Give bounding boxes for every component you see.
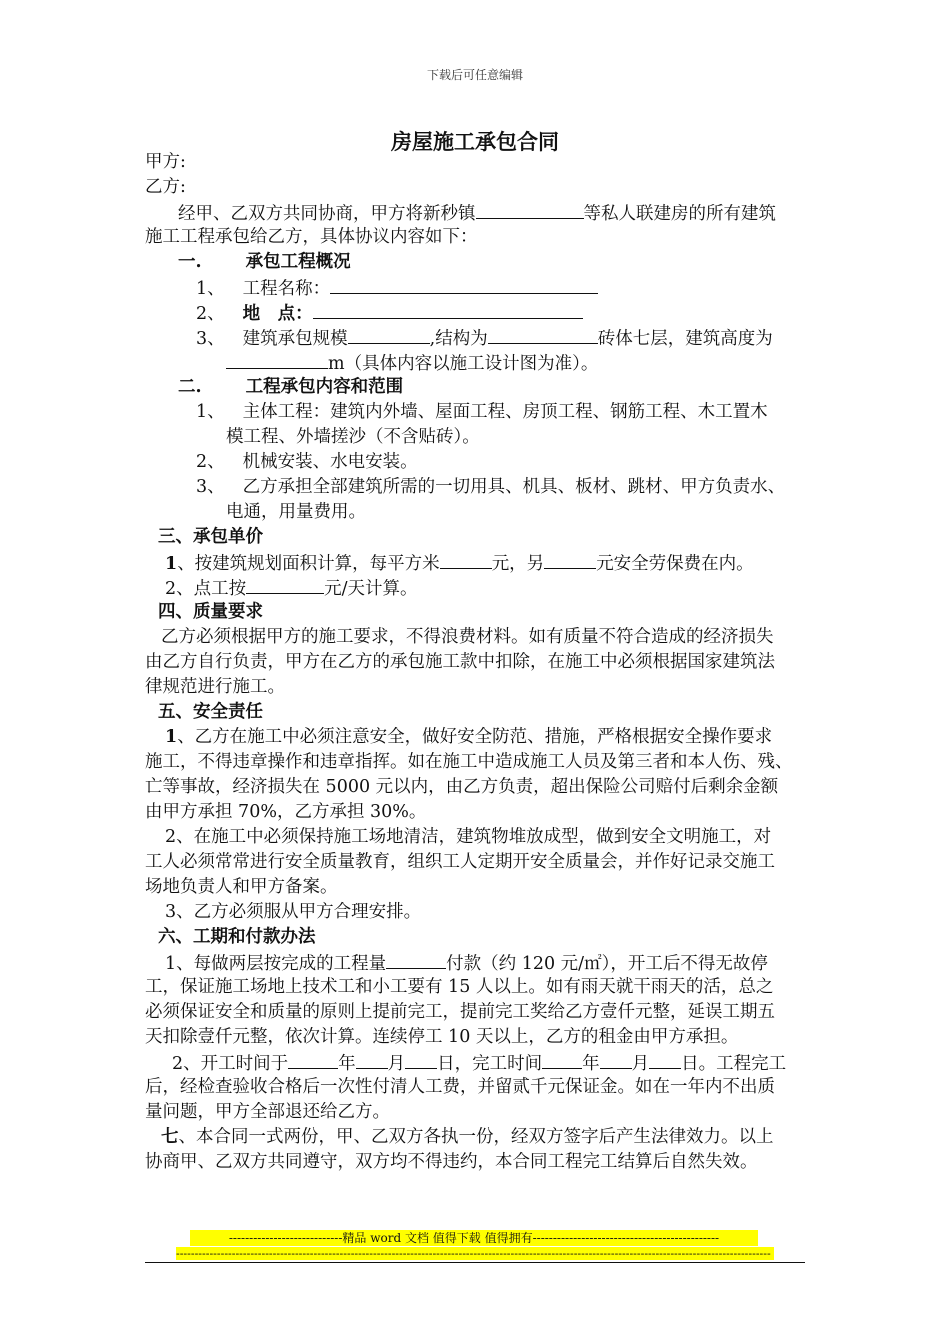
start-date-label: 2、开工时间于 <box>172 1054 289 1074</box>
s4-para-line-2: 由乙方自行负责，甲方在乙方的承包施工款中扣除，在施工中必须根据国家建筑法 <box>145 652 775 672</box>
s5-item-1-line-3: 亡等事故，经济损失在 5000 元以内，由乙方负责，超出保险公司赔付后剩余金额 <box>145 777 779 797</box>
s3-item-1 <box>165 550 754 577</box>
s2-item-2 <box>196 450 418 475</box>
s4-para-line-3: 律规范进行施工。 <box>145 677 285 697</box>
work-amount-blank <box>386 950 446 969</box>
section-1-heading <box>178 250 351 275</box>
s6-item-1 <box>165 950 768 977</box>
section-4-heading: 四、质量要求 <box>158 602 263 622</box>
s1-item-3-cont <box>226 350 598 377</box>
s5-item-3: 3、乙方必须服从甲方合理安排。 <box>165 902 422 922</box>
intro-text-b: 等私人联建房的所有建筑 <box>583 204 776 224</box>
item-number: 1、 <box>196 402 225 422</box>
s5-item-1-line-2: 施工，不得违章操作和违章指挥。如在施工中造成施工人员及第三者和本人伤、残、 <box>145 752 793 772</box>
project-name-blank <box>330 275 598 294</box>
s1-item-2 <box>196 300 583 327</box>
year-label: 年 <box>338 1054 356 1074</box>
start-year-blank <box>288 1050 338 1069</box>
height-blank <box>226 350 328 369</box>
page-title: 房屋施工承包合同 <box>391 129 559 154</box>
daywork-text-a: 2、点工按 <box>165 579 247 599</box>
section-7-line-2: 协商甲、乙双方共同遵守，双方均不得违约，本合同工程完工结算后自然失效。 <box>145 1152 758 1172</box>
location-blank <box>313 300 583 319</box>
section-1-number: 一. <box>178 252 202 272</box>
s3-item-2 <box>165 575 418 602</box>
s2-item-3 <box>196 475 785 500</box>
structure-blank <box>488 325 598 344</box>
completion-text: 日。工程完工 <box>681 1054 787 1074</box>
s2-item-1 <box>196 400 768 425</box>
party-b-line: 乙方: <box>145 177 186 197</box>
item-text: 主体工程：建筑内外墙、屋面工程、房顶工程、钢筋工程、木工置木 <box>242 402 768 422</box>
month-label: 月 <box>631 1054 650 1074</box>
s6-item-2-line-3: 量问题，甲方全部退还给乙方。 <box>145 1102 390 1122</box>
s2-item-1-cont: 模工程、外墙搓沙（不含贴砖）。 <box>226 427 480 447</box>
price-text-a: 、按建筑规划面积计算，每平方米 <box>177 554 440 574</box>
end-date-label: 日，完工时间 <box>437 1054 543 1074</box>
s5-item-1 <box>165 725 772 750</box>
item-text: 机械安装、水电安装。 <box>242 452 418 472</box>
s6-item-2-line-2: 后，经检查验收合格后一次性付清人工费，并留贰千元保证金。如在一年内不出质 <box>145 1077 775 1097</box>
s5-item-1-line-4: 由甲方承担 70%，乙方承担 30%。 <box>145 802 427 822</box>
section-2-number: 二. <box>178 377 202 397</box>
price-text-b: 元，另 <box>491 554 545 574</box>
footer-rule <box>145 1262 805 1263</box>
s5-item-2-line-2: 工人必须常常进行安全质量教育，组织工人定期开安全质量会，并作好记录交施工 <box>145 852 775 872</box>
scale-label: 建筑承包规模 <box>242 329 348 349</box>
structure-label: ,结构为 <box>429 329 488 349</box>
daywork-blank <box>246 575 324 594</box>
intro-text-a: 经甲、乙双方共同协商，甲方将新秒镇 <box>178 204 476 224</box>
header-note: 下载后可任意编辑 <box>426 68 523 82</box>
section-5-heading: 五、安全责任 <box>158 702 263 722</box>
item-number: 2、 <box>196 304 225 324</box>
footer-dash-line: ---------------------------------------------------------------------------------------------------------------------------------------------------------------- <box>176 1247 774 1260</box>
scale-blank <box>348 325 430 344</box>
item-number: 1 <box>165 727 178 747</box>
s5-item-2-line-3: 场地负责人和甲方备案。 <box>145 877 338 897</box>
s1-item-1 <box>196 275 598 302</box>
item-number: 1 <box>165 554 178 574</box>
s1-item-3 <box>196 325 773 352</box>
s2-item-3-cont: 电通，用量费用。 <box>226 502 366 522</box>
month-label: 月 <box>387 1054 406 1074</box>
section-2-heading <box>178 375 403 400</box>
payment-text-b: 付款（约 120 元/㎡），开工后不得无故停 <box>446 954 768 974</box>
s6-item-1-line-3: 必须保证安全和质量的原则上提前完工，提前完工奖给乙方壹仟元整，延误工期五 <box>145 1002 775 1022</box>
payment-text-a: 1、每做两层按完成的工程量 <box>165 954 387 974</box>
section-7-number: 七 <box>161 1127 179 1147</box>
section-6-heading: 六、工期和付款办法 <box>158 927 316 947</box>
item-text: 、乙方在施工中必须注意安全，做好安全防范、措施，严格根据安全操作要求 <box>177 727 773 747</box>
s6-item-2 <box>172 1050 786 1077</box>
footer-banner: ----------------------------精品 word 文档 值得下载 值得拥有---------------------------------------------- <box>190 1230 758 1246</box>
start-day-blank <box>405 1050 437 1069</box>
item-text: 乙方承担全部建筑所需的一切用具、机具、板材、跳材、甲方负责水、 <box>242 477 786 497</box>
town-blank <box>476 200 584 219</box>
height-note: m（具体内容以施工设计图为准）。 <box>328 354 599 374</box>
section-1-title: 承包工程概况 <box>245 252 351 272</box>
s6-item-1-line-4: 天扣除壹仟元整，依次计算。连续停工 10 天以上，乙方的租金由甲方承担。 <box>145 1027 739 1047</box>
party-a-line: 甲方: <box>145 152 186 172</box>
end-year-blank <box>542 1050 582 1069</box>
year-label: 年 <box>582 1054 600 1074</box>
s6-item-1-line-2: 工，保证施工场地上技术工和小工要有 15 人以上。如有雨天就干雨天的活，总之 <box>145 977 774 997</box>
unit-price-blank <box>440 550 492 569</box>
section-2-title: 工程承包内容和范围 <box>245 377 404 397</box>
daywork-text-b: 元/天计算。 <box>324 579 418 599</box>
item-number: 3、 <box>196 477 225 497</box>
s4-para-line-1: 乙方必须根据甲方的施工要求，不得浪费材料。如有质量不符合造成的经济损失 <box>161 627 774 647</box>
intro-line-2: 施工工程承包给乙方，具体协议内容如下： <box>145 227 478 247</box>
section-7-line-1 <box>161 1125 774 1150</box>
safety-fee-blank <box>544 550 596 569</box>
item-number: 1、 <box>196 279 225 299</box>
start-month-blank <box>356 1050 388 1069</box>
item-number: 3、 <box>196 329 225 349</box>
item-number: 2、 <box>196 452 225 472</box>
project-name-label: 工程名称： <box>242 279 331 299</box>
s5-item-2: 2、在施工中必须保持施工场地清洁，建筑物堆放成型，做到安全文明施工，对 <box>165 827 772 847</box>
end-day-blank <box>649 1050 681 1069</box>
price-text-c: 元安全劳保费在内。 <box>596 554 754 574</box>
section-7-text: 、本合同一式两份，甲、乙双方各执一份，经双方签字后产生法律效力。以上 <box>178 1127 774 1147</box>
height-label: 砖体七层，建筑高度为 <box>597 329 773 349</box>
end-month-blank <box>600 1050 632 1069</box>
intro-line-1 <box>178 200 776 227</box>
section-3-heading: 三、承包单价 <box>158 527 263 547</box>
location-label: 地 点： <box>242 304 313 324</box>
